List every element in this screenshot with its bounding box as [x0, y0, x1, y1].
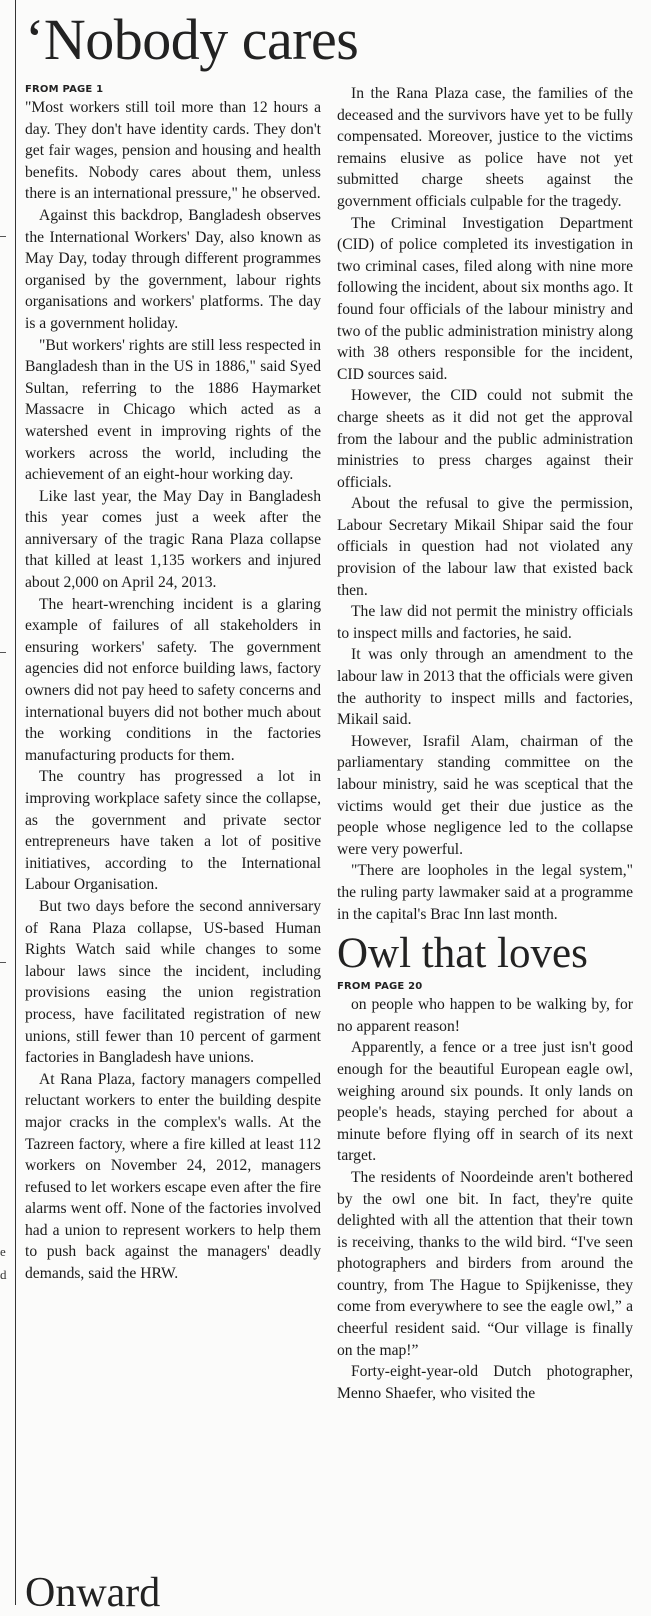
paragraph: Apparently, a fence or a tree just isn't good enough for the beautiful European eagle owl, weighing around six pounds. It only lands on people's heads, staying perched for about a minute before flying off in search of its next target. [337, 1039, 633, 1165]
continuation-kicker: FROM PAGE 1 [25, 84, 104, 95]
owl-continuation-kicker: FROM PAGE 20 [337, 981, 423, 993]
story-headline: ‘Nobody cares [25, 7, 359, 72]
paragraph: Against this backdrop, Bangladesh observes the International Workers' Day, also known as May Day, today through different programmes organised by the government, labour rights organisations and workers' platforms. The day is a government holiday. [25, 206, 321, 332]
paragraph: However, Israfil Alam, chairman of the parliamentary standing committee on the labour ministry, said he was sceptical that the victims would get their due justice as the people whose negligence led to the collapse were very powerful. [337, 732, 633, 858]
column-rule [15, 0, 16, 1605]
paragraph: "But workers' rights are still less respected in Bangladesh than in the US in 1886," said Syed Sultan, referring to the 1886 Haymarket Massacre in Chicago which acted as a watershed event in improving rights of the workers across the world, including the achievement of an eight-hour working day. [25, 336, 321, 484]
paragraph: About the refusal to give the permission, Labour Secretary Mikail Shipar said the four officials in question had not violated any provision of the labour law that existed back then. [337, 495, 633, 599]
paragraph: In the Rana Plaza case, the families of the deceased and the survivors have yet to be fully compensated. Moreover, justice to the victims remains elusive as police have not yet submitted charge sheets against the government officials culpable for the tragedy. [337, 85, 633, 210]
paragraph: It was only through an amendment to the labour law in 2013 that the officials were given the authority to inspect mills and factories, Mikail said. [337, 646, 633, 729]
edge-tick-mark [0, 962, 6, 963]
adjacent-column-fragment: e [0, 1244, 6, 1259]
paragraph: The heart-wrenching incident is a glaring example of failures of all stakeholders in ensuring workers' safety. The government agencies did not enforce building laws, factory owners did not pay heed to safety concerns and international buyers did not bother much about the working conditions in the factories manufacturing products for them. [25, 595, 321, 764]
left-column [25, 83, 321, 1285]
paragraph: Forty-eight-year-old Dutch photographer, Menno Shaefer, who visited the [337, 1363, 633, 1402]
paragraph: on people who happen to be walking by, for no apparent reason! [337, 996, 633, 1035]
paragraph: "Most workers still toil more than 12 hours a day. They don't have identity cards. They don't get fair wages, pension and housing and health benefits. Nobody cares about them, unless there is an international pressure," he observed. [25, 99, 321, 203]
right-column [337, 83, 633, 1404]
adjacent-column-fragment: d [0, 1267, 7, 1282]
paragraph: But two days before the second anniversary of Rana Plaza collapse, US-based Human Rights Watch said while changes to some labour laws since the incident, including provisions easing the union registration process, have facilitated registration of new unions, still fewer than 10 percent of garment factories in Bangladesh have unions. [25, 897, 321, 1067]
paragraph: The residents of Noordeinde aren't bothered by the owl one bit. In fact, they're quite delighted with all the attention that their town is receiving, thanks to the wild bird. “I've seen photographers and birders from around the country, from The Hague to Spijkenisse, they come from everywhere to see the eagle owl,” a cheerful resident said. “Our village is finally on the map!” [337, 1168, 633, 1359]
edge-tick-mark [0, 652, 6, 653]
paragraph: "There are loopholes in the legal system," the ruling party lawmaker said at a programme in the capital's Brac Inn last month. [337, 862, 633, 923]
edge-tick-mark [0, 236, 6, 237]
paragraph: At Rana Plaza, factory managers compelled reluctant workers to enter the building despite major cracks in the complex's walls. At the Tazreen factory, where a fire killed at least 112 workers on November 24, 2012, managers refused to let workers escape even after the fire alarms went off. None of the factories involved had a union to represent workers to help them to push back against the managers' deadly demands, said the HRW. [25, 1070, 321, 1283]
next-story-headline-partial: Onward [25, 1570, 161, 1616]
paragraph: The country has progressed a lot in improving workplace safety since the collapse, as the government and private sector entrepreneurs have taken a lot of positive initiatives, according to the International Labour Organisation. [25, 768, 321, 894]
paragraph: However, the CID could not submit the charge sheets as it did not get the approval from the labour and the public administration ministries to press charges against their officials. [337, 387, 633, 491]
owl-story-headline: Owl that loves [337, 930, 588, 978]
paragraph: Like last year, the May Day in Bangladesh this year comes just a week after the anniversary of the tragic Rana Plaza collapse that killed at least 1,135 workers and injured about 2,000 on April 24, 2013. [25, 487, 321, 592]
paragraph: The Criminal Investigation Department (CID) of police completed its investigation in two criminal cases, filed along with nine more following the incident, about six months ago. It found four officials of the labour ministry and two of the public administration ministry along with 38 others responsible for the incident, CID sources said. [337, 214, 633, 383]
paragraph: The law did not permit the ministry officials to inspect mills and factories, he said. [337, 603, 633, 642]
